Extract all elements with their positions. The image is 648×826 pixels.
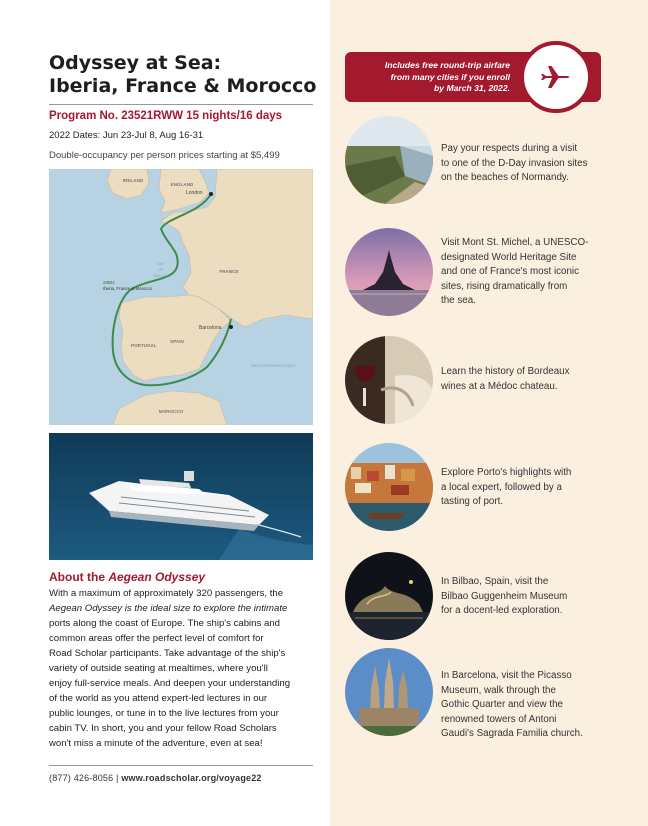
map-label-london: London bbox=[186, 190, 203, 196]
route-map bbox=[49, 169, 313, 425]
map-label-bay1: BAY bbox=[157, 261, 165, 266]
map-label-program-name: Iberia, France & Morocco bbox=[103, 286, 153, 291]
divider bbox=[49, 104, 313, 105]
highlight-porto: Explore Porto's highlights with a local expert, followed by a tasting of port. bbox=[441, 467, 572, 507]
price-note: Double-occupancy per person prices starting at $5,499 bbox=[49, 150, 280, 161]
ship-photo bbox=[49, 433, 313, 560]
normandy-photo bbox=[345, 116, 433, 204]
highlight-normandy: Pay your respects during a visit to one of the D-Day invasion sites on the beaches of Normandy. bbox=[441, 143, 588, 183]
map-label-portugal: PORTUGAL bbox=[131, 343, 157, 348]
highlight-mont-st-michel: Visit Mont St. Michel, a UNESCO- designated World Heritage Site and one of France's most iconic sites, rising dramatically from the sea. bbox=[441, 237, 589, 306]
porto-photo bbox=[345, 443, 433, 531]
website-link[interactable]: www.roadscholar.org/voyage22 bbox=[121, 773, 262, 783]
map-label-bay2: OF bbox=[158, 267, 164, 272]
map-label-france: FRANCE bbox=[219, 269, 239, 274]
divider bbox=[49, 765, 313, 766]
map-label-spain: SPAIN bbox=[170, 339, 184, 344]
footer: (877) 426-8056 | www.roadscholar.org/voyage22 bbox=[49, 773, 262, 783]
map-label-england: ENGLAND bbox=[170, 182, 194, 187]
phone-number[interactable]: (877) 426-8056 bbox=[49, 773, 114, 783]
map-label-bay3: BISCAY bbox=[153, 273, 169, 278]
about-body: With a maximum of approximately 320 passengers, the Aegean Odyssey is the ideal size to explore the intimate ports along the coast of Europe. The ship's cabins and common areas offer the perfect level of comfort for Road Scholar participants. Take advantage of the ship's variety of outside seating at mealtimes, where you'll enjoy full-service meals. And deepen your understanding of the world as you attend expert-led lectures in our public lounges, or tune in to the live lectures from your cabin TV. In short, you and your fellow Road Scholars won't miss a minute of the adventure, even at sea! bbox=[49, 588, 291, 749]
airfare-promo-text: Includes free round-trip airfare from many cities if you enroll by March 31, 2022. bbox=[384, 60, 510, 93]
map-label-ireland: IRELAND bbox=[122, 178, 144, 183]
map-label-med: MEDITERRANEAN SEA bbox=[251, 363, 295, 368]
sagrada-familia-photo bbox=[345, 648, 433, 736]
map-label-program-code: 23521 bbox=[103, 280, 115, 285]
map-label-morocco: MOROCCO bbox=[158, 409, 184, 414]
highlight-barcelona: In Barcelona, visit the Picasso Museum, walk through the Gothic Quarter and view the renowned towers of Antoni Gaudi's Sagrada Familia church. bbox=[441, 670, 583, 739]
airplane-icon bbox=[520, 41, 592, 113]
bilbao-photo bbox=[345, 552, 433, 640]
highlight-bordeaux: Learn the history of Bordeaux wines at a Médoc chateau. bbox=[441, 366, 570, 392]
bordeaux-wine-photo bbox=[345, 336, 433, 424]
highlight-bilbao: In Bilbao, Spain, visit the Bilbao Guggenheim Museum for a docent-led exploration. bbox=[441, 576, 568, 616]
page-title: Odyssey at Sea: Iberia, France & Morocco bbox=[49, 52, 317, 97]
about-heading: About the Aegean Odyssey bbox=[49, 570, 206, 584]
program-dates: 2022 Dates: Jun 23-Jul 8, Aug 16-31 bbox=[49, 130, 204, 141]
program-number: Program No. 23521RWW 15 nights/16 days bbox=[49, 110, 283, 122]
mont-st-michel-photo bbox=[345, 228, 433, 316]
map-label-barcelona: Barcelona bbox=[199, 325, 222, 331]
